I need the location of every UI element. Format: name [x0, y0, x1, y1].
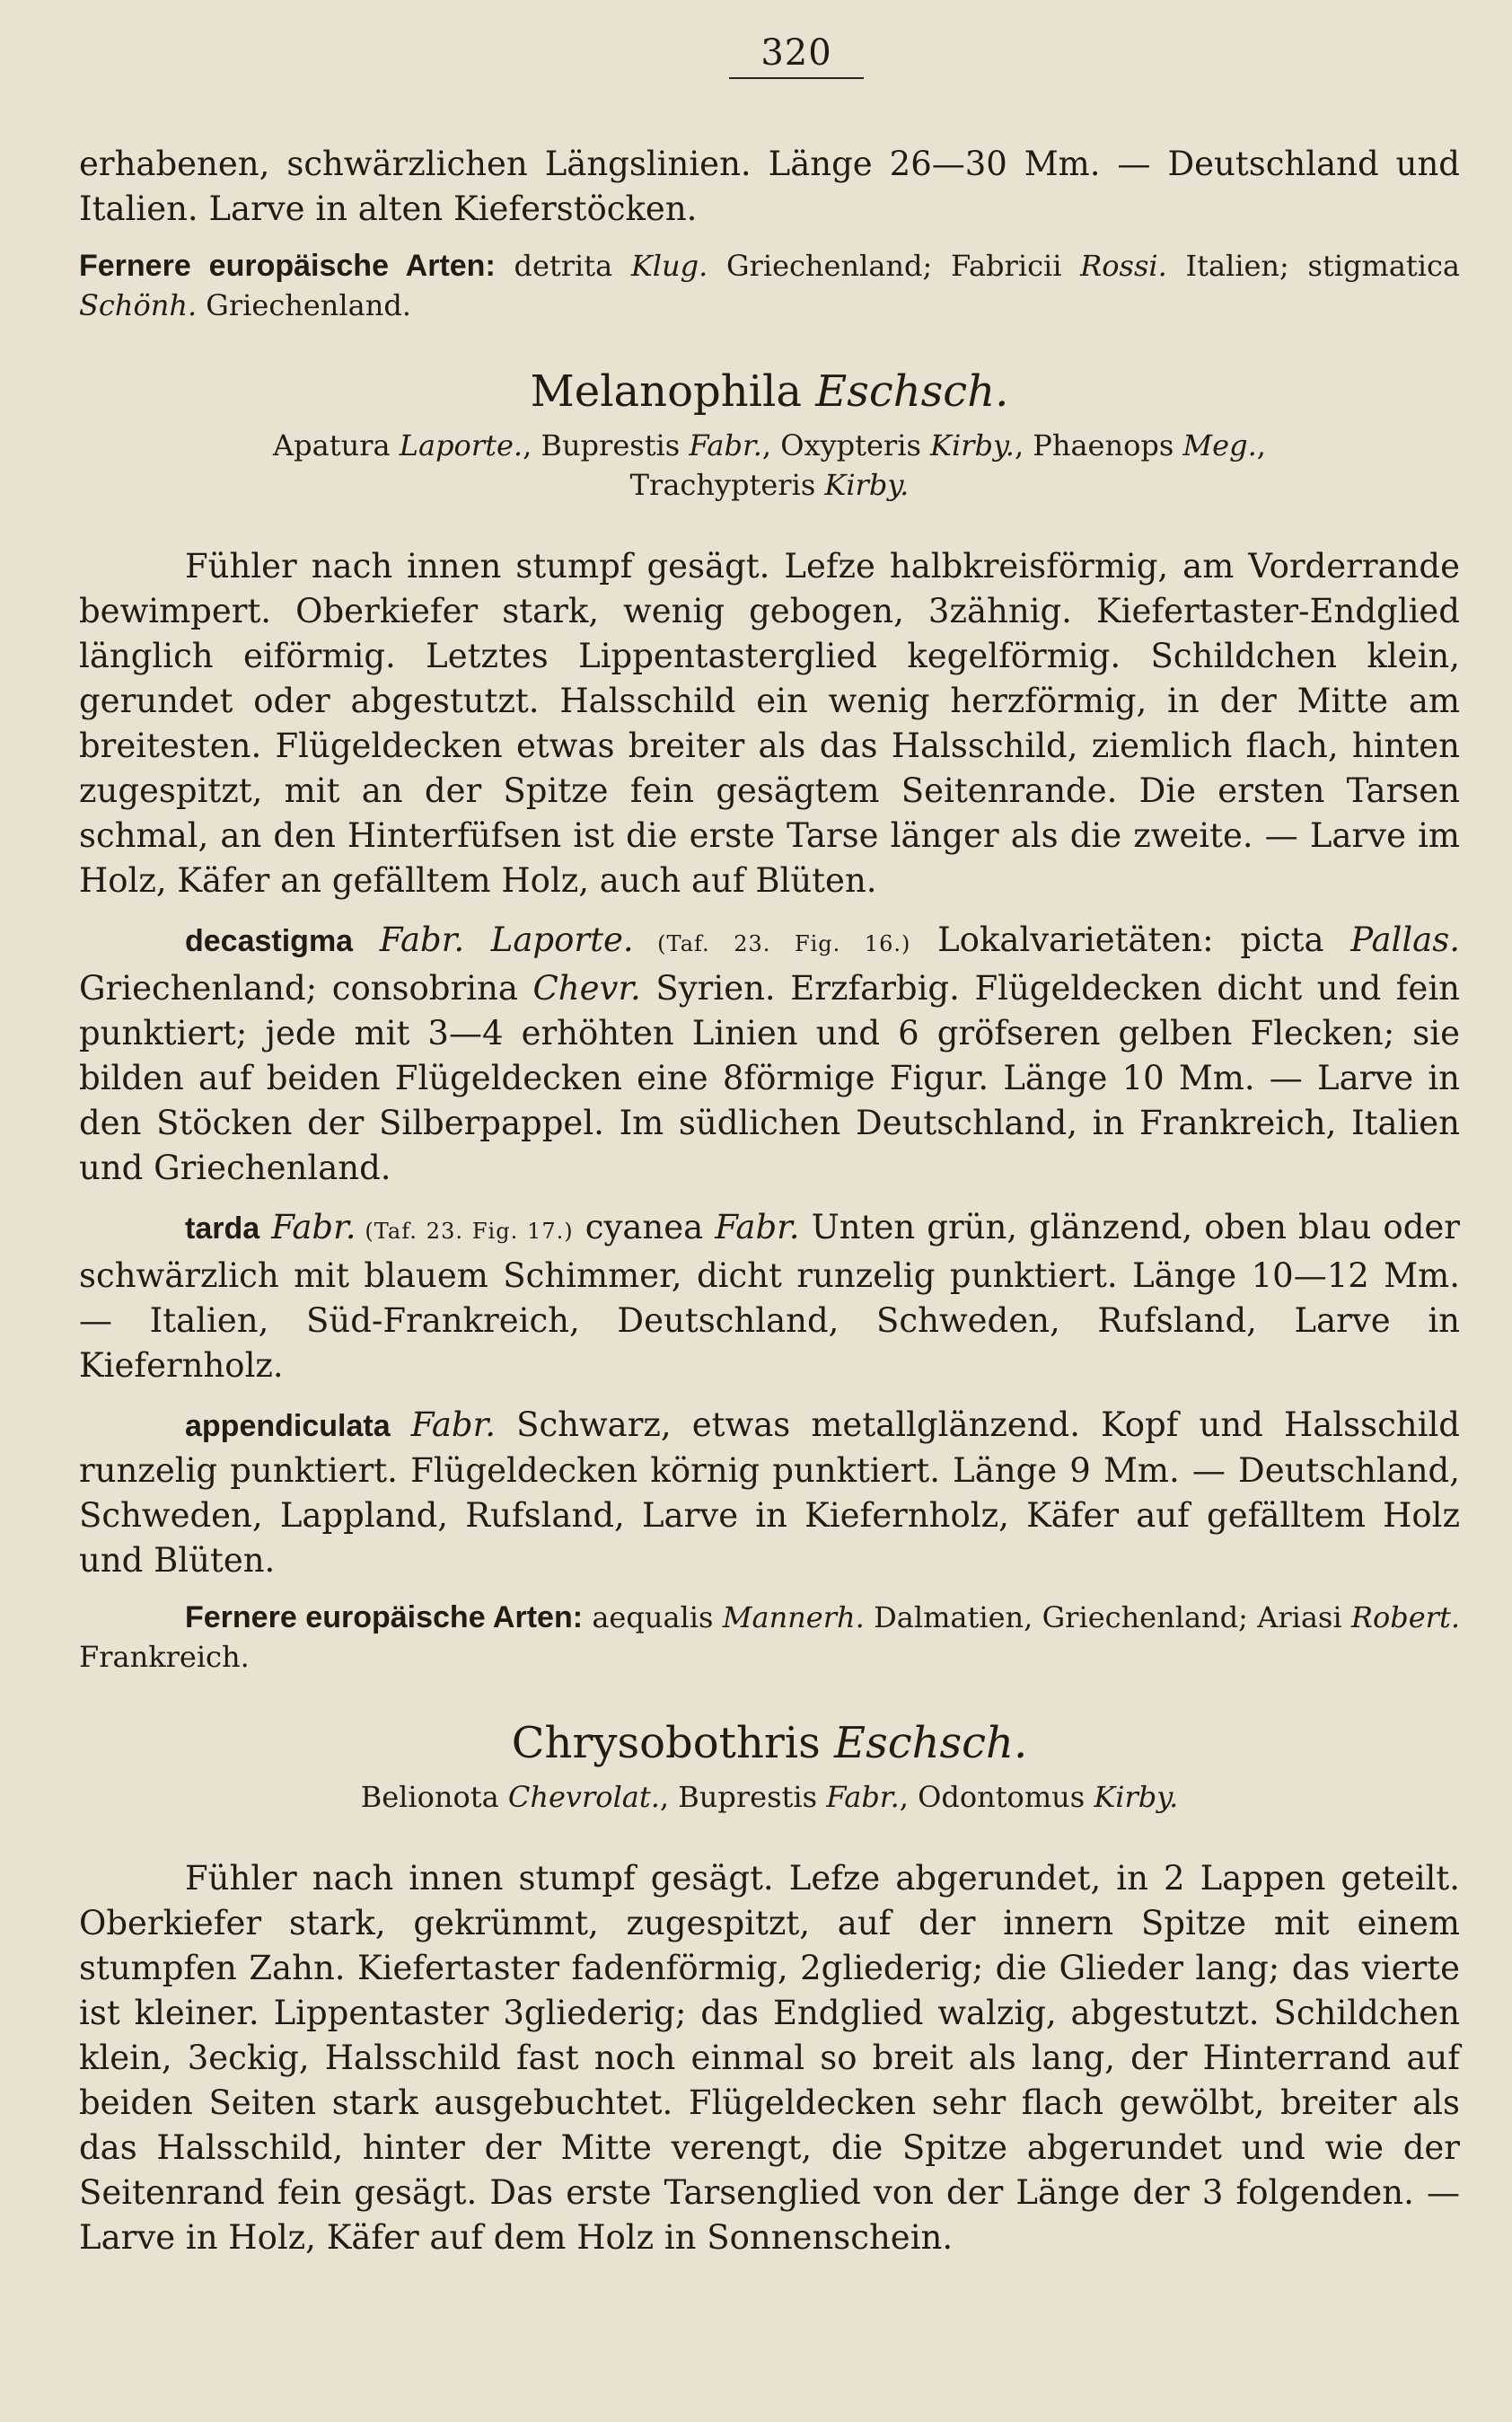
page-number-rule: [729, 77, 864, 79]
genus-description-melanophila: Fühler nach innen stumpf gesägt. Lefze halbkreisförmig, am Vorderrande bewimpert. Oberkiefer stark, wenig gebogen, 3zähnig. Kiefertaster-Endglied länglich eiförmig. Letztes Lippentasterglied kegelförmig. Schildchen klein, gerundet oder abgestutzt. Halsschild ein wenig herzförmig, in der Mitte am breitesten. Flügeldecken etwas breiter als das Halsschild, ziemlich flach, hinten zugespitzt, mit an der Spitze fein gesägtem Seitenrande. Die ersten Tarsen schmal, an den Hinterfüfsen ist die erste Tarse länger als die zweite. — Larve im Holz, Käfer an gefälltem Holz, auch auf Blüten.: [79, 547, 1460, 900]
continued-paragraph: erhabenen, schwärzlichen Längslinien. Länge 26—30 Mm. — Deutschland und Italien. Larve in alten Kieferstöcken.: [79, 145, 1460, 228]
genus-heading-chrysobothris: Chrysobothris Eschsch.: [511, 1718, 1028, 1768]
species-entry-decastigma: decastigma Fabr. Laporte. (Taf. 23. Fig. 16.) Lokalvarietäten: picta Pallas. Griechenland; consobrina Chevr. Syrien. Erzfarbig. Flügeldecken dicht und fein punktiert; jede mit 3—4 erhöhten Linien und 6 gröfseren gelben Flecken; sie bilden auf beiden Flügeldecken eine 8förmige Figur. Länge 10 Mm. — Larve in den Stöcken der Silberpappel. Im südlichen Deutschland, in Frankreich, Italien und Griechenland.: [79, 920, 1460, 1187]
genus-synonyms-chrysobothris: Belionota Chevrolat., Buprestis Fabr., Odontomus Kirby.: [360, 1780, 1179, 1814]
other-species-paragraph-1: Fernere europäische Arten: detrita Klug. Griechenland; Fabricii Rossi. Italien; stigmatica Schönh. Griechenland.: [79, 249, 1461, 322]
species-entry-tarda: tarda Fabr. (Taf. 23. Fig. 17.) cyanea Fabr. Unten grün, glänzend, oben blau oder schwärzlich mit blauem Schimmer, dicht runzelig punktiert. Länge 10—12 Mm. — Italien, Süd-Frankreich, Deutschland, Schweden, Rufsland, Larve in Kiefernholz.: [79, 1208, 1460, 1385]
genus-synonyms-melanophila: Apatura Laporte., Buprestis Fabr., Oxypteris Kirby., Phaenops Meg., Trachypteris Kirby.: [273, 428, 1266, 502]
species-entry-appendiculata: appendiculata Fabr. Schwarz, etwas metallglänzend. Kopf und Halsschild runzelig punktiert. Flügeldecken körnig punktiert. Länge 9 Mm. — Deutschland, Schweden, Lappland, Rufsland, Larve in Kiefernholz, Käfer auf gefälltem Holz und Blüten.: [79, 1405, 1460, 1580]
other-species-paragraph-2: Fernere europäische Arten: aequalis Mannerh. Dalmatien, Griechenland; Ariasi Robert. Frankreich.: [79, 1600, 1460, 1674]
genus-heading-melanophila: Melanophila Eschsch.: [530, 366, 1009, 417]
other-species-label: Fernere europäische Arten:: [185, 1600, 584, 1634]
genus-description-chrysobothris: Fühler nach innen stumpf gesägt. Lefze abgerundet, in 2 Lappen geteilt. Oberkiefer stark, gekrümmt, zugespitzt, auf der innern Spitze mit einem stumpfen Zahn. Kiefertaster fadenförmig, 2gliederig; die Glieder lang; das vierte ist kleiner. Lippentaster 3gliederig; das Endglied walzig, abgestutzt. Schildchen klein, 3eckig, Halsschild fast noch einmal so breit als lang, der Hinterrand auf beiden Seiten stark ausgebuchtet. Flügeldecken sehr flach gewölbt, breiter als das Halsschild, hinter der Mitte verengt, die Spitze abgerundet und wie der Seitenrand fein gesägt. Das erste Tarsenglied von der Länge der 3 folgenden. — Larve in Holz, Käfer auf dem Holz in Sonnenschein.: [79, 1859, 1460, 2257]
page-number: 320: [760, 32, 832, 74]
other-species-label: Fernere europäische Arten:: [79, 249, 496, 283]
